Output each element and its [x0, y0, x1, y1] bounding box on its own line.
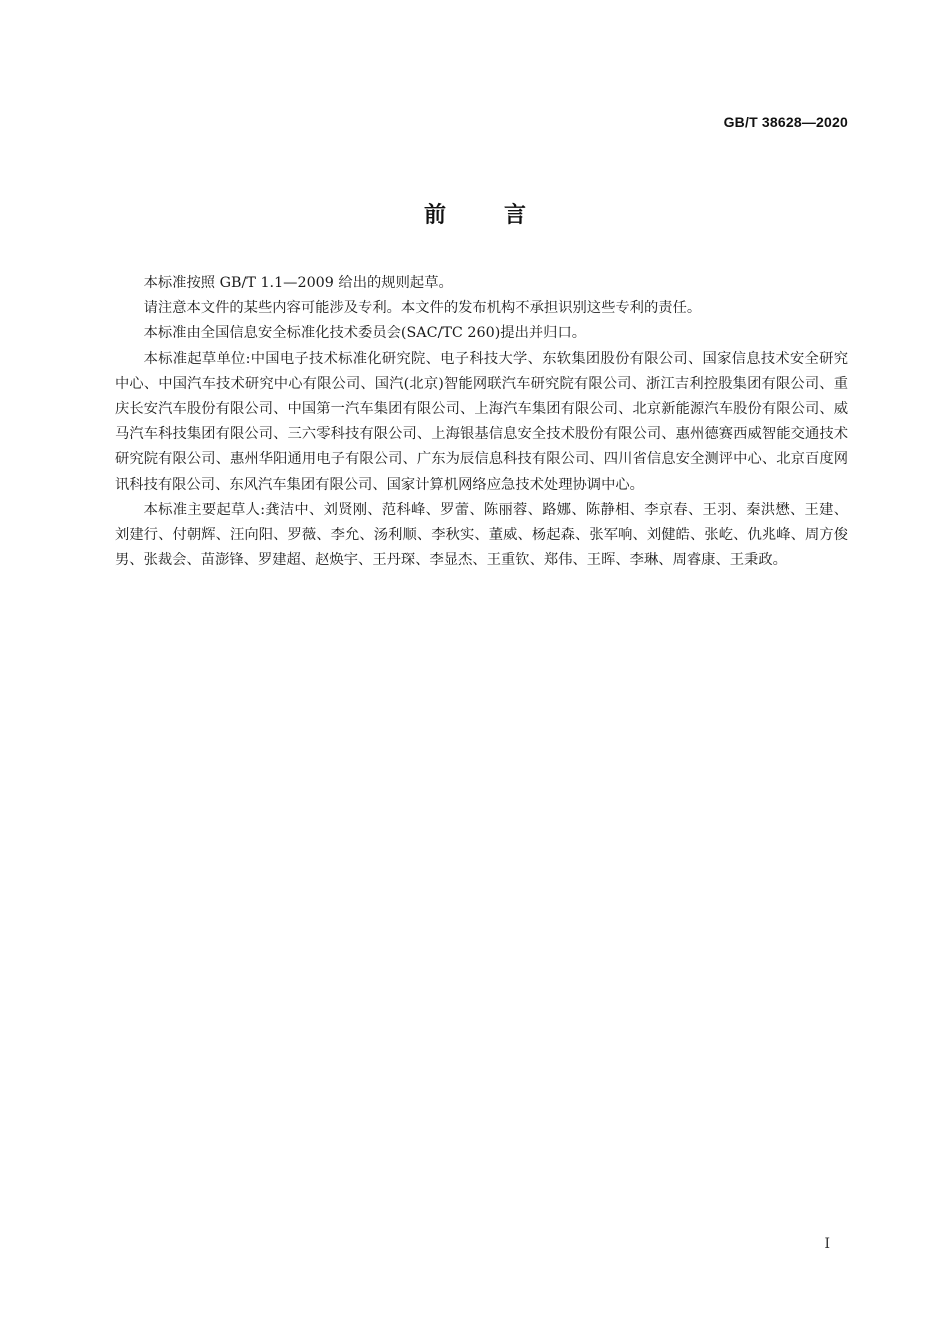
- foreword-body: [115, 271, 848, 573]
- page-title: 前言: [423, 203, 584, 228]
- standard-number: GB/T 38628—2020: [723, 114, 848, 130]
- paragraph-drafting-rules: 本标准按照 GB/T 1.1—2009 给出的规则起草。: [143, 275, 453, 291]
- paragraph-drafting-units: 本标准起草单位:中国电子技术标准化研究院、电子科技大学、东软集团股份有限公司、国家信息技术安全研究中心、中国汽车技术研究中心有限公司、国汽(北京)智能网联汽车研究院有限公司、浙江吉利控股集团有限公司、重庆长安汽车股份有限公司、中国第一汽车集团有限公司、上海汽车集团有限公司、北京新能源汽车股份有限公司、威马汽车科技集团有限公司、三六零科技有限公司、上海银基信息安全技术股份有限公司、惠州德赛西威智能交通技术研究院有限公司、惠州华阳通用电子有限公司、广东为辰信息科技有限公司、四川省信息安全测评中心、北京百度网讯科技有限公司、东风汽车集团有限公司、国家计算机网络应急技术处理协调中心。: [115, 350, 848, 493]
- paragraph-patent-notice: 请注意本文件的某些内容可能涉及专利。本文件的发布机构不承担识别这些专利的责任。: [143, 300, 702, 317]
- page-number: I: [824, 1236, 830, 1252]
- paragraph-proposer: 本标准由全国信息安全标准化技术委员会(SAC/TC 260)提出并归口。: [143, 325, 587, 342]
- paragraph-drafters: 本标准主要起草人:龚洁中、刘贤刚、范科峰、罗蕾、陈丽蓉、路娜、陈静相、李京春、王羽、秦洪懋、王建、刘建行、付朝辉、汪向阳、罗薇、李允、汤利顺、李秋实、董威、杨起森、张军响、刘健皓、张屹、仇兆峰、周方俊男、张裁会、苗澎锋、罗建超、赵焕宇、王丹琛、李显杰、王重钦、郑伟、王晖、李琳、周睿康、王秉政。: [115, 501, 848, 569]
